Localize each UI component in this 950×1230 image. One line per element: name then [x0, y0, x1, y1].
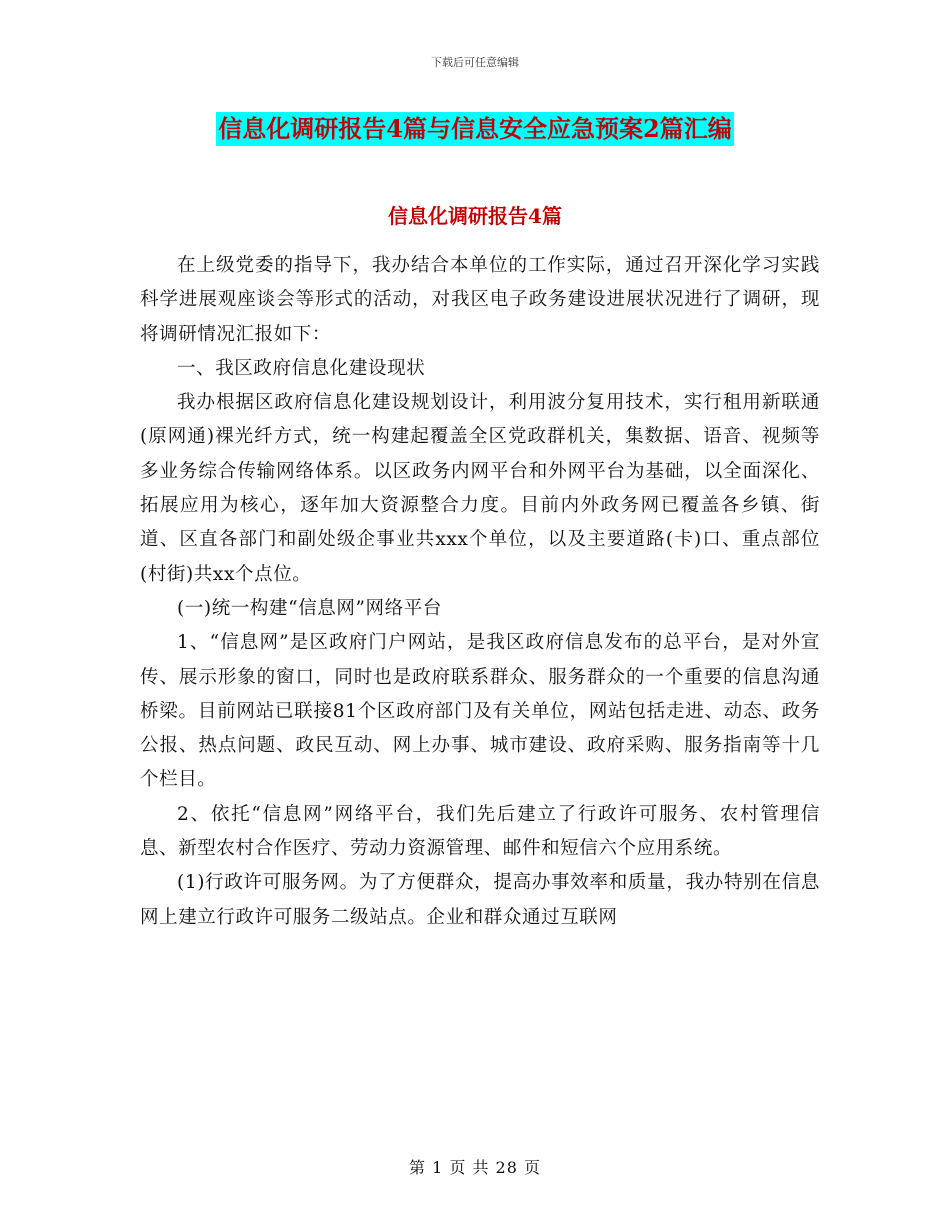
- heading-level-1: 一、我区政府信息化建设现状: [177, 357, 426, 379]
- paragraph-network-overview: 我办根据区政府信息化建设规划设计，利用波分复用技术，实行租用新联通(原网通)裸光纤方式，统一构建起覆盖全区党政群机关，集数据、语音、视频等多业务综合传输网络体系。以区政务内网平台和外网平台为基础，以全面深化、拓展应用为核心，逐年加大资源整合力度。目前内外政务网已覆盖各乡镇、街道、区直各部门和副处级企事业共xxx个单位，以及主要道路(卡)口、重点部位(村街)共xx个点位。: [140, 392, 820, 585]
- document-title: 信息化调研报告4篇与信息安全应急预案2篇汇编: [216, 112, 733, 146]
- document-title-container: [0, 112, 950, 146]
- section-title: 信息化调研报告4篇: [388, 204, 562, 228]
- paragraph-intro: 在上级党委的指导下，我办结合本单位的工作实际，通过召开深化学习实践科学进展观座谈会等形式的活动，对我区电子政务建设进展状况进行了调研，现将调研情况汇报如下：: [140, 255, 820, 345]
- paragraph-permit-service: (1)行政许可服务网。为了方便群众，提高办事效率和质量，我办特别在信息网上建立行政许可服务二级站点。企业和群众通过互联网: [140, 872, 820, 928]
- document-body: [140, 249, 820, 935]
- paragraph-application-systems: 2、依托“信息网”网络平台，我们先后建立了行政许可服务、农村管理信息、新型农村合作医疗、劳动力资源管理、邮件和短信六个应用系统。: [140, 803, 820, 860]
- paragraph-portal-website: 1、“信息网”是区政府门户网站，是我区政府信息发布的总平台，是对外宣传、展示形象的窗口，同时也是政府联系群众、服务群众的一个重要的信息沟通桥梁。目前网站已联接81个区政府部门及有关单位，网站包括走进、动态、政务公报、热点问题、政民互动、网上办事、城市建设、政府采购、服务指南等十几个栏目。: [140, 632, 820, 791]
- page-footer: 第 1 页 共 28 页: [409, 1158, 541, 1177]
- heading-level-2: (一)统一构建“信息网”网络平台: [177, 597, 442, 619]
- header-note: 下载后可任意编辑: [431, 56, 519, 69]
